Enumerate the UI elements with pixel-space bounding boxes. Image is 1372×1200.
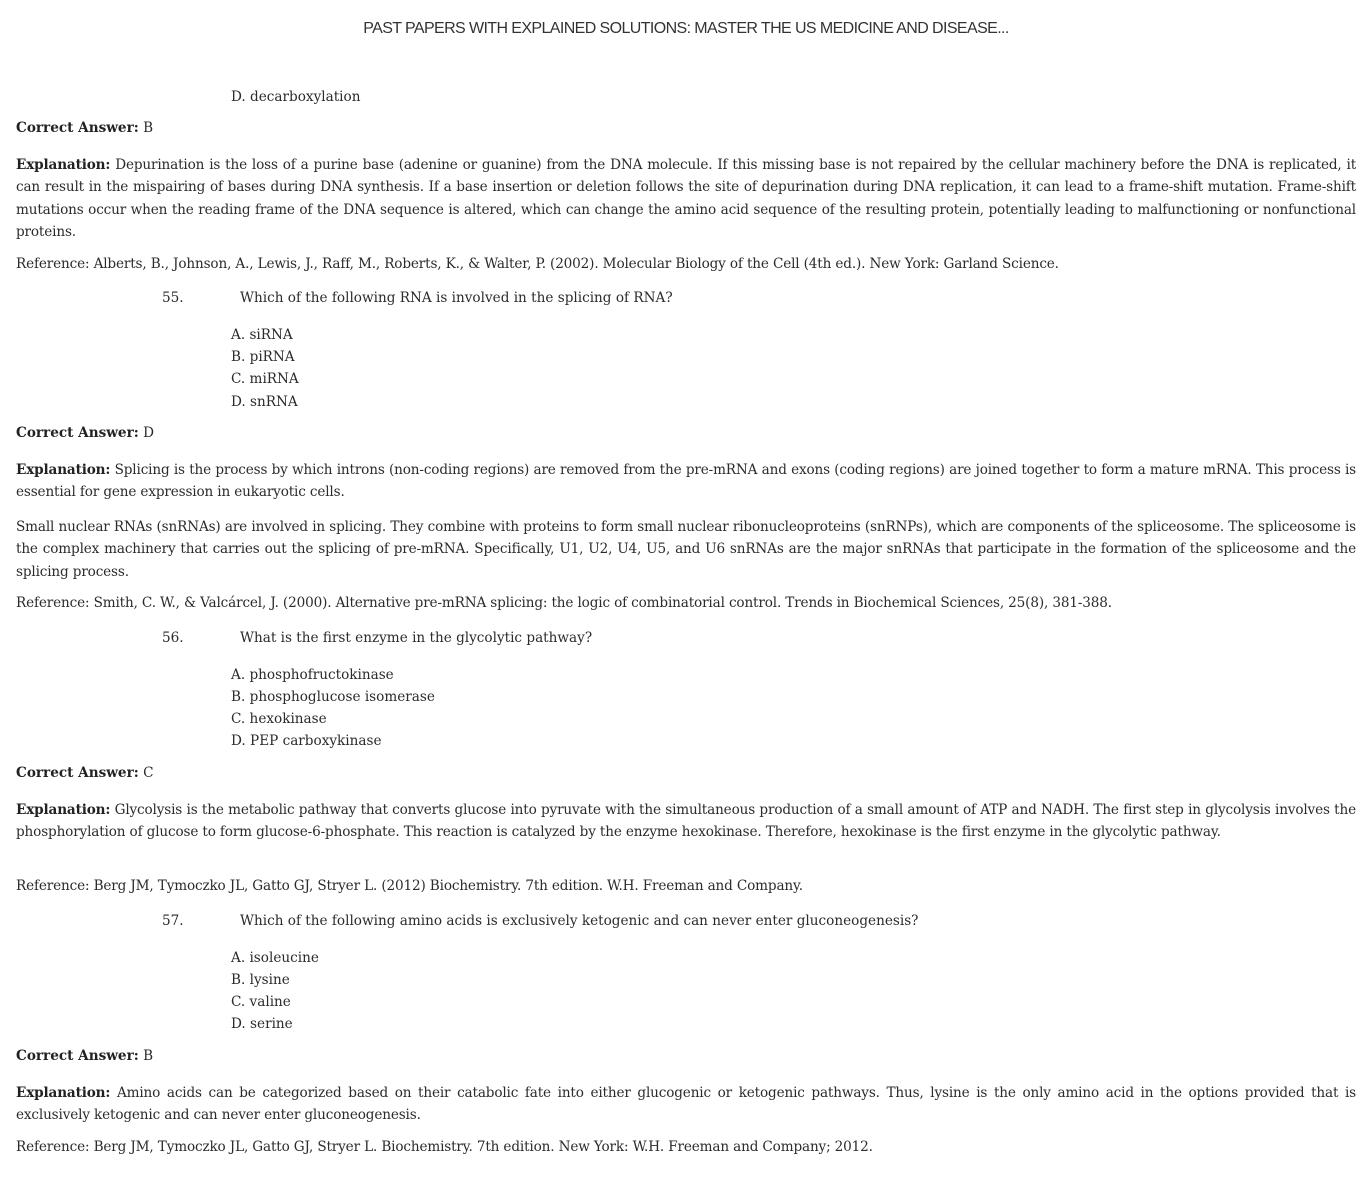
explanation (16, 154, 1356, 244)
option-d: D. serine (231, 1016, 293, 1032)
correct-answer-label: Correct Answer: (16, 120, 139, 136)
correct-answer (16, 120, 153, 136)
reference: Reference: Berg JM, Tymoczko JL, Gatto GJ, Stryer L. (2012) Biochemistry. 7th edition. W.H. Freeman and Company. (16, 878, 803, 894)
explanation (16, 1082, 1356, 1127)
explanation-continued: Small nuclear RNAs (snRNAs) are involved in splicing. They combine with proteins to form small nuclear ribonucleoproteins (snRNPs), which are components of the spliceosome. The spliceosome is the complex machinery that carries out the splicing of pre-mRNA. Specifically, U1, U2, U4, U5, and U6 snRNAs are the major snRNAs that participate in the formation of the spliceosome and the splicing process. (16, 519, 1356, 580)
correct-answer-value: B (143, 1048, 154, 1064)
question-text: Which of the following amino acids is exclusively ketogenic and can never enter gluconeogenesis? (240, 913, 919, 929)
explanation (16, 799, 1356, 844)
option-c: C. miRNA (231, 371, 299, 387)
option-b: B. lysine (231, 972, 290, 988)
page-header-title: PAST PAPERS WITH EXPLAINED SOLUTIONS: MASTER THE US MEDICINE AND DISEASE... (363, 20, 1009, 37)
reference: Reference: Smith, C. W., & Valcárcel, J. (2000). Alternative pre-mRNA splicing: the logic of combinatorial control. Trends in Biochemical Sciences, 25(8), 381-388. (16, 595, 1112, 611)
explanation-label: Explanation: (16, 802, 111, 818)
correct-answer-value: B (143, 120, 154, 136)
correct-answer-label: Correct Answer: (16, 425, 139, 441)
correct-answer-value: D (143, 425, 154, 441)
reference: Reference: Alberts, B., Johnson, A., Lewis, J., Raff, M., Roberts, K., & Walter, P. (2002). Molecular Biology of the Cell (4th ed.). New York: Garland Science. (16, 256, 1059, 272)
question-number: 57. (162, 913, 184, 929)
option-c: C. hexokinase (231, 711, 327, 727)
option-a: A. isoleucine (231, 950, 319, 966)
correct-answer (16, 1048, 153, 1064)
question-number: 56. (162, 630, 184, 646)
question-text: What is the first enzyme in the glycolytic pathway? (240, 630, 593, 646)
option-a: A. siRNA (231, 327, 293, 343)
explanation-text: Glycolysis is the metabolic pathway that converts glucose into pyruvate with the simultaneous production of a small amount of ATP and NADH. The first step in glycolysis involves the phosphorylation of glucose to form glucose-6-phosphate. This reaction is catalyzed by the enzyme hexokinase. Therefore, hexokinase is the first enzyme in the glycolytic pathway. (16, 802, 1356, 841)
correct-answer (16, 425, 154, 441)
option-d: D. snRNA (231, 394, 298, 410)
question-number: 55. (162, 290, 184, 306)
option-a: A. phosphofructokinase (231, 667, 394, 683)
explanation-label: Explanation: (16, 1085, 111, 1101)
option-b: B. phosphoglucose isomerase (231, 689, 435, 705)
correct-answer-label: Correct Answer: (16, 1048, 139, 1064)
explanation (16, 459, 1356, 504)
correct-answer-label: Correct Answer: (16, 765, 139, 781)
explanation-label: Explanation: (16, 157, 111, 173)
option-d: D. decarboxylation (231, 89, 361, 105)
option-c: C. valine (231, 994, 291, 1010)
correct-answer (16, 765, 154, 781)
reference: Reference: Berg JM, Tymoczko JL, Gatto GJ, Stryer L. Biochemistry. 7th edition. New York: W.H. Freeman and Company; 2012. (16, 1139, 873, 1155)
explanation-text: Depurination is the loss of a purine base (adenine or guanine) from the DNA molecule. If this missing base is not repaired by the cellular machinery before the DNA is replicated, it can result in the mispairing of bases during DNA synthesis. If a base insertion or deletion follows the site of depurination during DNA replication, it can lead to a frame-shift mutation. Frame-shift mutations occur when the reading frame of the DNA sequence is altered, which can change the amino acid sequence of the resulting protein, potentially leading to malfunctioning or nonfunctional proteins. (16, 157, 1357, 241)
question-text: Which of the following RNA is involved in the splicing of RNA? (240, 290, 673, 306)
option-b: B. piRNA (231, 349, 295, 365)
explanation-text: Amino acids can be categorized based on their catabolic fate into either glucogenic or ketogenic pathways. Thus, lysine is the only amino acid in the options provided that is exclusively ketogenic and can never enter gluconeogenesis. (16, 1085, 1357, 1124)
explanation-label: Explanation: (16, 462, 111, 478)
option-d: D. PEP carboxykinase (231, 733, 382, 749)
explanation-text: Splicing is the process by which introns (non-coding regions) are removed from the pre-mRNA and exons (coding regions) are joined together to form a mature mRNA. This process is essential for gene expression in eukaryotic cells. (16, 462, 1356, 501)
correct-answer-value: C (143, 765, 154, 781)
